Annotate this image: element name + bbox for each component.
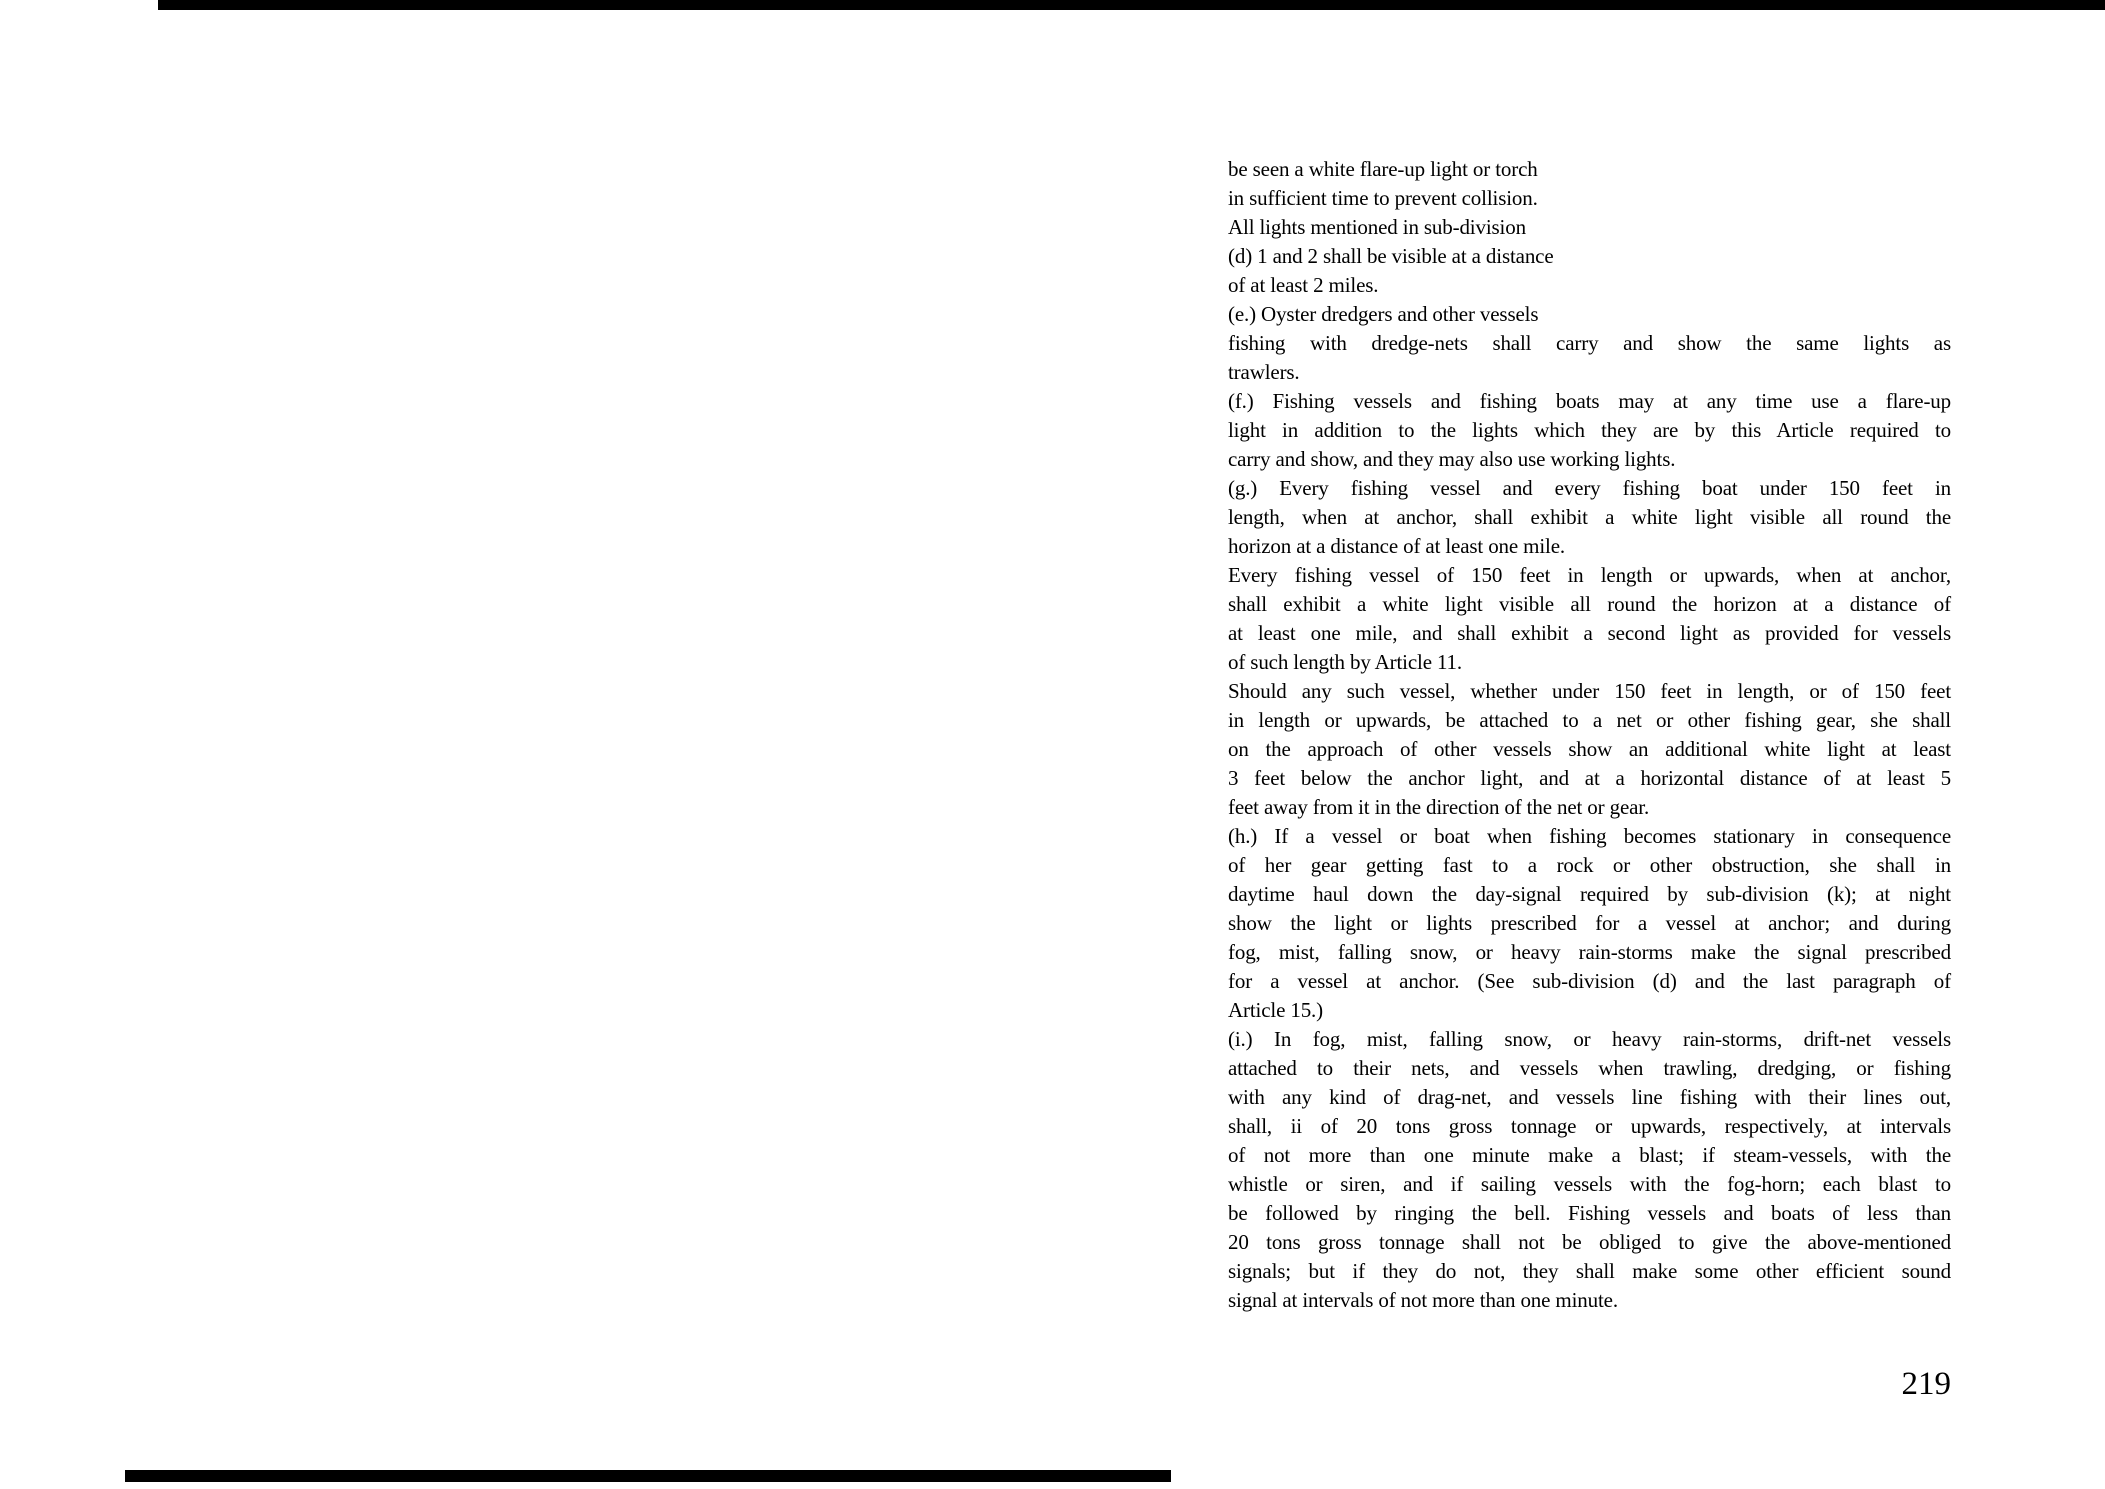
- text-line: be followed by ringing the bell. Fishing vessels and boats of less than: [1228, 1201, 1951, 1225]
- text-line: shall, ii of 20 tons gross tonnage or upwards, respectively, at intervals: [1228, 1114, 1951, 1138]
- text-line: shall exhibit a white light visible all round the horizon at a distance of: [1228, 592, 1951, 616]
- text-line: attached to their nets, and vessels when trawling, dredging, or fishing: [1228, 1056, 1951, 1080]
- text-line: whistle or siren, and if sailing vessels with the fog-horn; each blast to: [1228, 1172, 1951, 1196]
- text-line: (e.) Oyster dredgers and other vessels: [1228, 302, 1539, 326]
- text-line: light in addition to the lights which they are by this Article required to: [1228, 418, 1951, 442]
- text-line: 20 tons gross tonnage shall not be obliged to give the above-mentioned: [1228, 1230, 1951, 1254]
- text-line: at least one mile, and shall exhibit a second light as provided for vessels: [1228, 621, 1951, 645]
- text-line: (d) 1 and 2 shall be visible at a distance: [1228, 244, 1554, 268]
- text-line: 3 feet below the anchor light, and at a horizontal distance of at least 5: [1228, 766, 1951, 790]
- text-line: with any kind of drag-net, and vessels line fishing with their lines out,: [1228, 1085, 1951, 1109]
- text-line: horizon at a distance of at least one mile.: [1228, 534, 1566, 558]
- page-text-block: [1228, 155, 1951, 1315]
- text-line: signals; but if they do not, they shall make some other efficient sound: [1228, 1259, 1951, 1283]
- text-line: Every fishing vessel of 150 feet in length or upwards, when at anchor,: [1228, 563, 1951, 587]
- page-number: 219: [1901, 1366, 1951, 1402]
- text-line: of such length by Article 11.: [1228, 650, 1462, 674]
- text-line: of at least 2 miles.: [1228, 273, 1379, 297]
- text-line: feet away from it in the direction of the net or gear.: [1228, 795, 1650, 819]
- text-line: All lights mentioned in sub-division: [1228, 215, 1526, 239]
- text-line: (i.) In fog, mist, falling snow, or heavy rain-storms, drift-net vessels: [1228, 1027, 1951, 1051]
- text-line: show the light or lights prescribed for a vessel at anchor; and during: [1228, 911, 1951, 935]
- text-line: (g.) Every fishing vessel and every fishing boat under 150 feet in: [1228, 476, 1951, 500]
- text-line: for a vessel at anchor. (See sub-division (d) and the last paragraph of: [1228, 969, 1951, 993]
- text-line: be seen a white flare-up light or torch: [1228, 157, 1538, 181]
- text-line: length, when at anchor, shall exhibit a white light visible all round the: [1228, 505, 1951, 529]
- text-line: in length or upwards, be attached to a net or other fishing gear, she shall: [1228, 708, 1951, 732]
- text-line: of not more than one minute make a blast; if steam-vessels, with the: [1228, 1143, 1951, 1167]
- text-line: of her gear getting fast to a rock or other obstruction, she shall in: [1228, 853, 1951, 877]
- scan-artifact-bottom-bar: [125, 1470, 1171, 1482]
- text-line: in sufficient time to prevent collision.: [1228, 186, 1538, 210]
- text-line: (f.) Fishing vessels and fishing boats may at any time use a flare-up: [1228, 389, 1951, 413]
- text-line: fog, mist, falling snow, or heavy rain-storms make the signal prescribed: [1228, 940, 1951, 964]
- text-line: on the approach of other vessels show an additional white light at least: [1228, 737, 1951, 761]
- scan-artifact-top-bar: [158, 0, 2105, 10]
- text-line: signal at intervals of not more than one minute.: [1228, 1288, 1618, 1312]
- text-line: (h.) If a vessel or boat when fishing becomes stationary in consequence: [1228, 824, 1951, 848]
- text-line: trawlers.: [1228, 360, 1300, 384]
- text-line: fishing with dredge-nets shall carry and show the same lights as: [1228, 331, 1951, 355]
- text-line: Article 15.): [1228, 998, 1323, 1022]
- text-line: Should any such vessel, whether under 150 feet in length, or of 150 feet: [1228, 679, 1951, 703]
- text-line: carry and show, and they may also use working lights.: [1228, 447, 1676, 471]
- text-line: daytime haul down the day-signal required by sub-division (k); at night: [1228, 882, 1951, 906]
